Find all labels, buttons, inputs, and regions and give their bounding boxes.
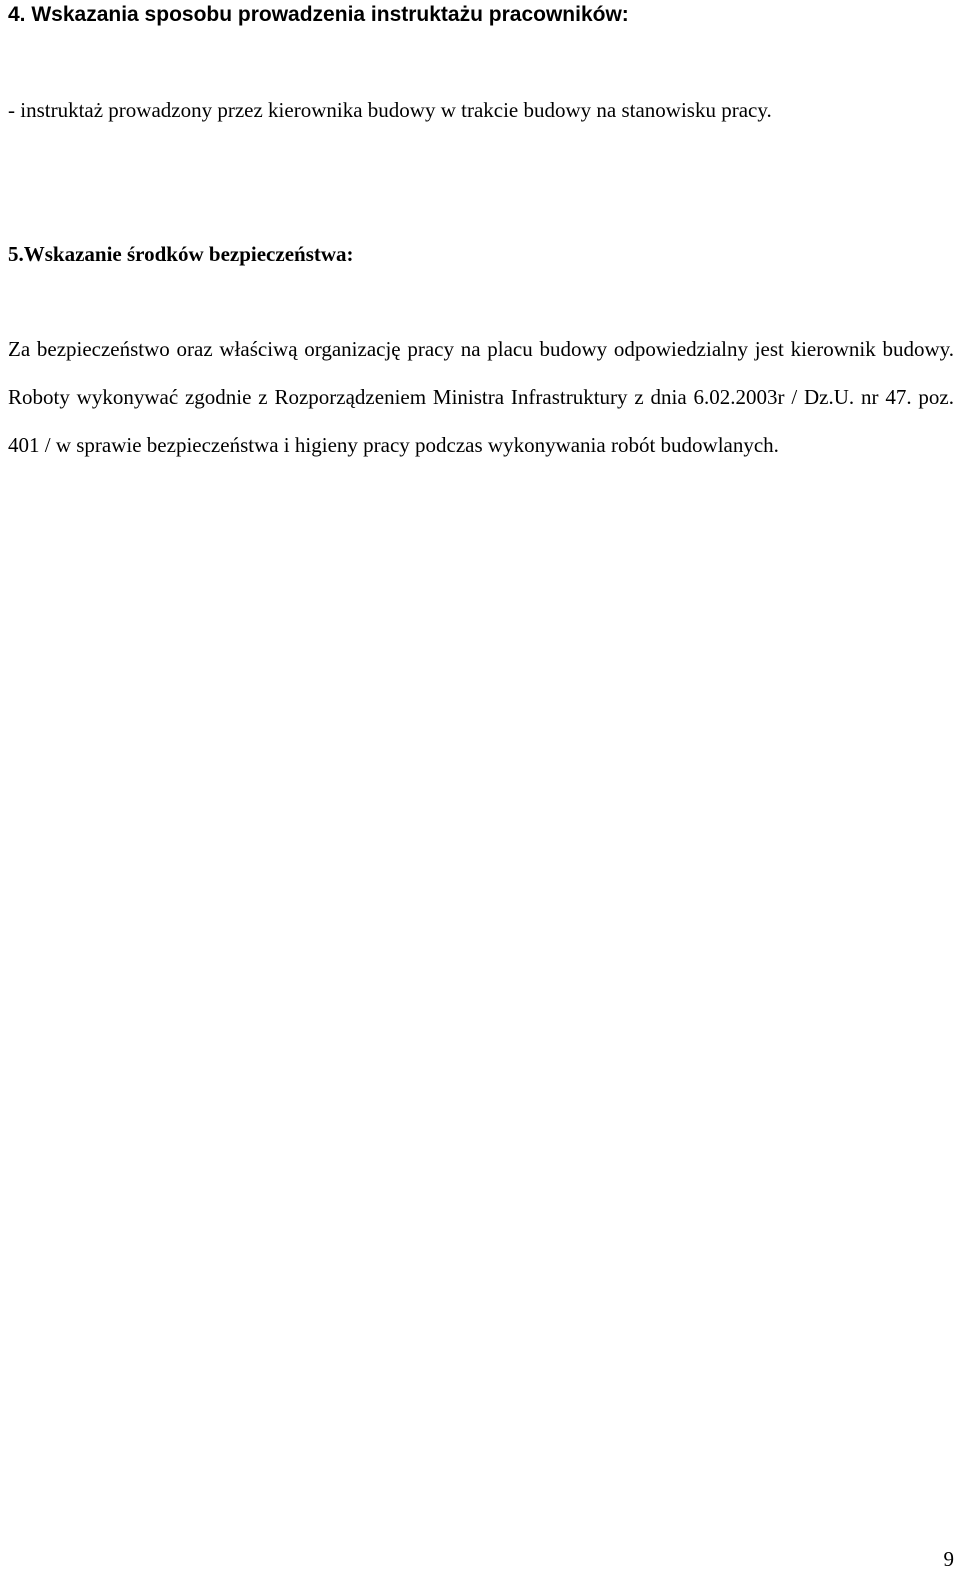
- section-4-heading: 4. Wskazania sposobu prowadzenia instruktażu pracowników:: [8, 3, 629, 26]
- section-4-paragraph: - instruktaż prowadzony przez kierownika budowy w trakcie budowy na stanowisku pracy.: [8, 98, 772, 122]
- section-5-paragraph: Za bezpieczeństwo oraz właściwą organizację pracy na placu budowy odpowiedzialny jest kierownik budowy. Roboty wykonywać zgodnie z Rozporządzeniem Ministra Infrastruktury z dnia 6.02.2003r / Dz.U. nr 47. poz. 401 / w sprawie bezpieczeństwa i higieny pracy podczas wykonywania robót budowlanych.: [8, 337, 954, 457]
- page-number: 9: [943, 1547, 954, 1571]
- section-5-heading: 5.Wskazanie środków bezpieczeństwa:: [8, 242, 354, 266]
